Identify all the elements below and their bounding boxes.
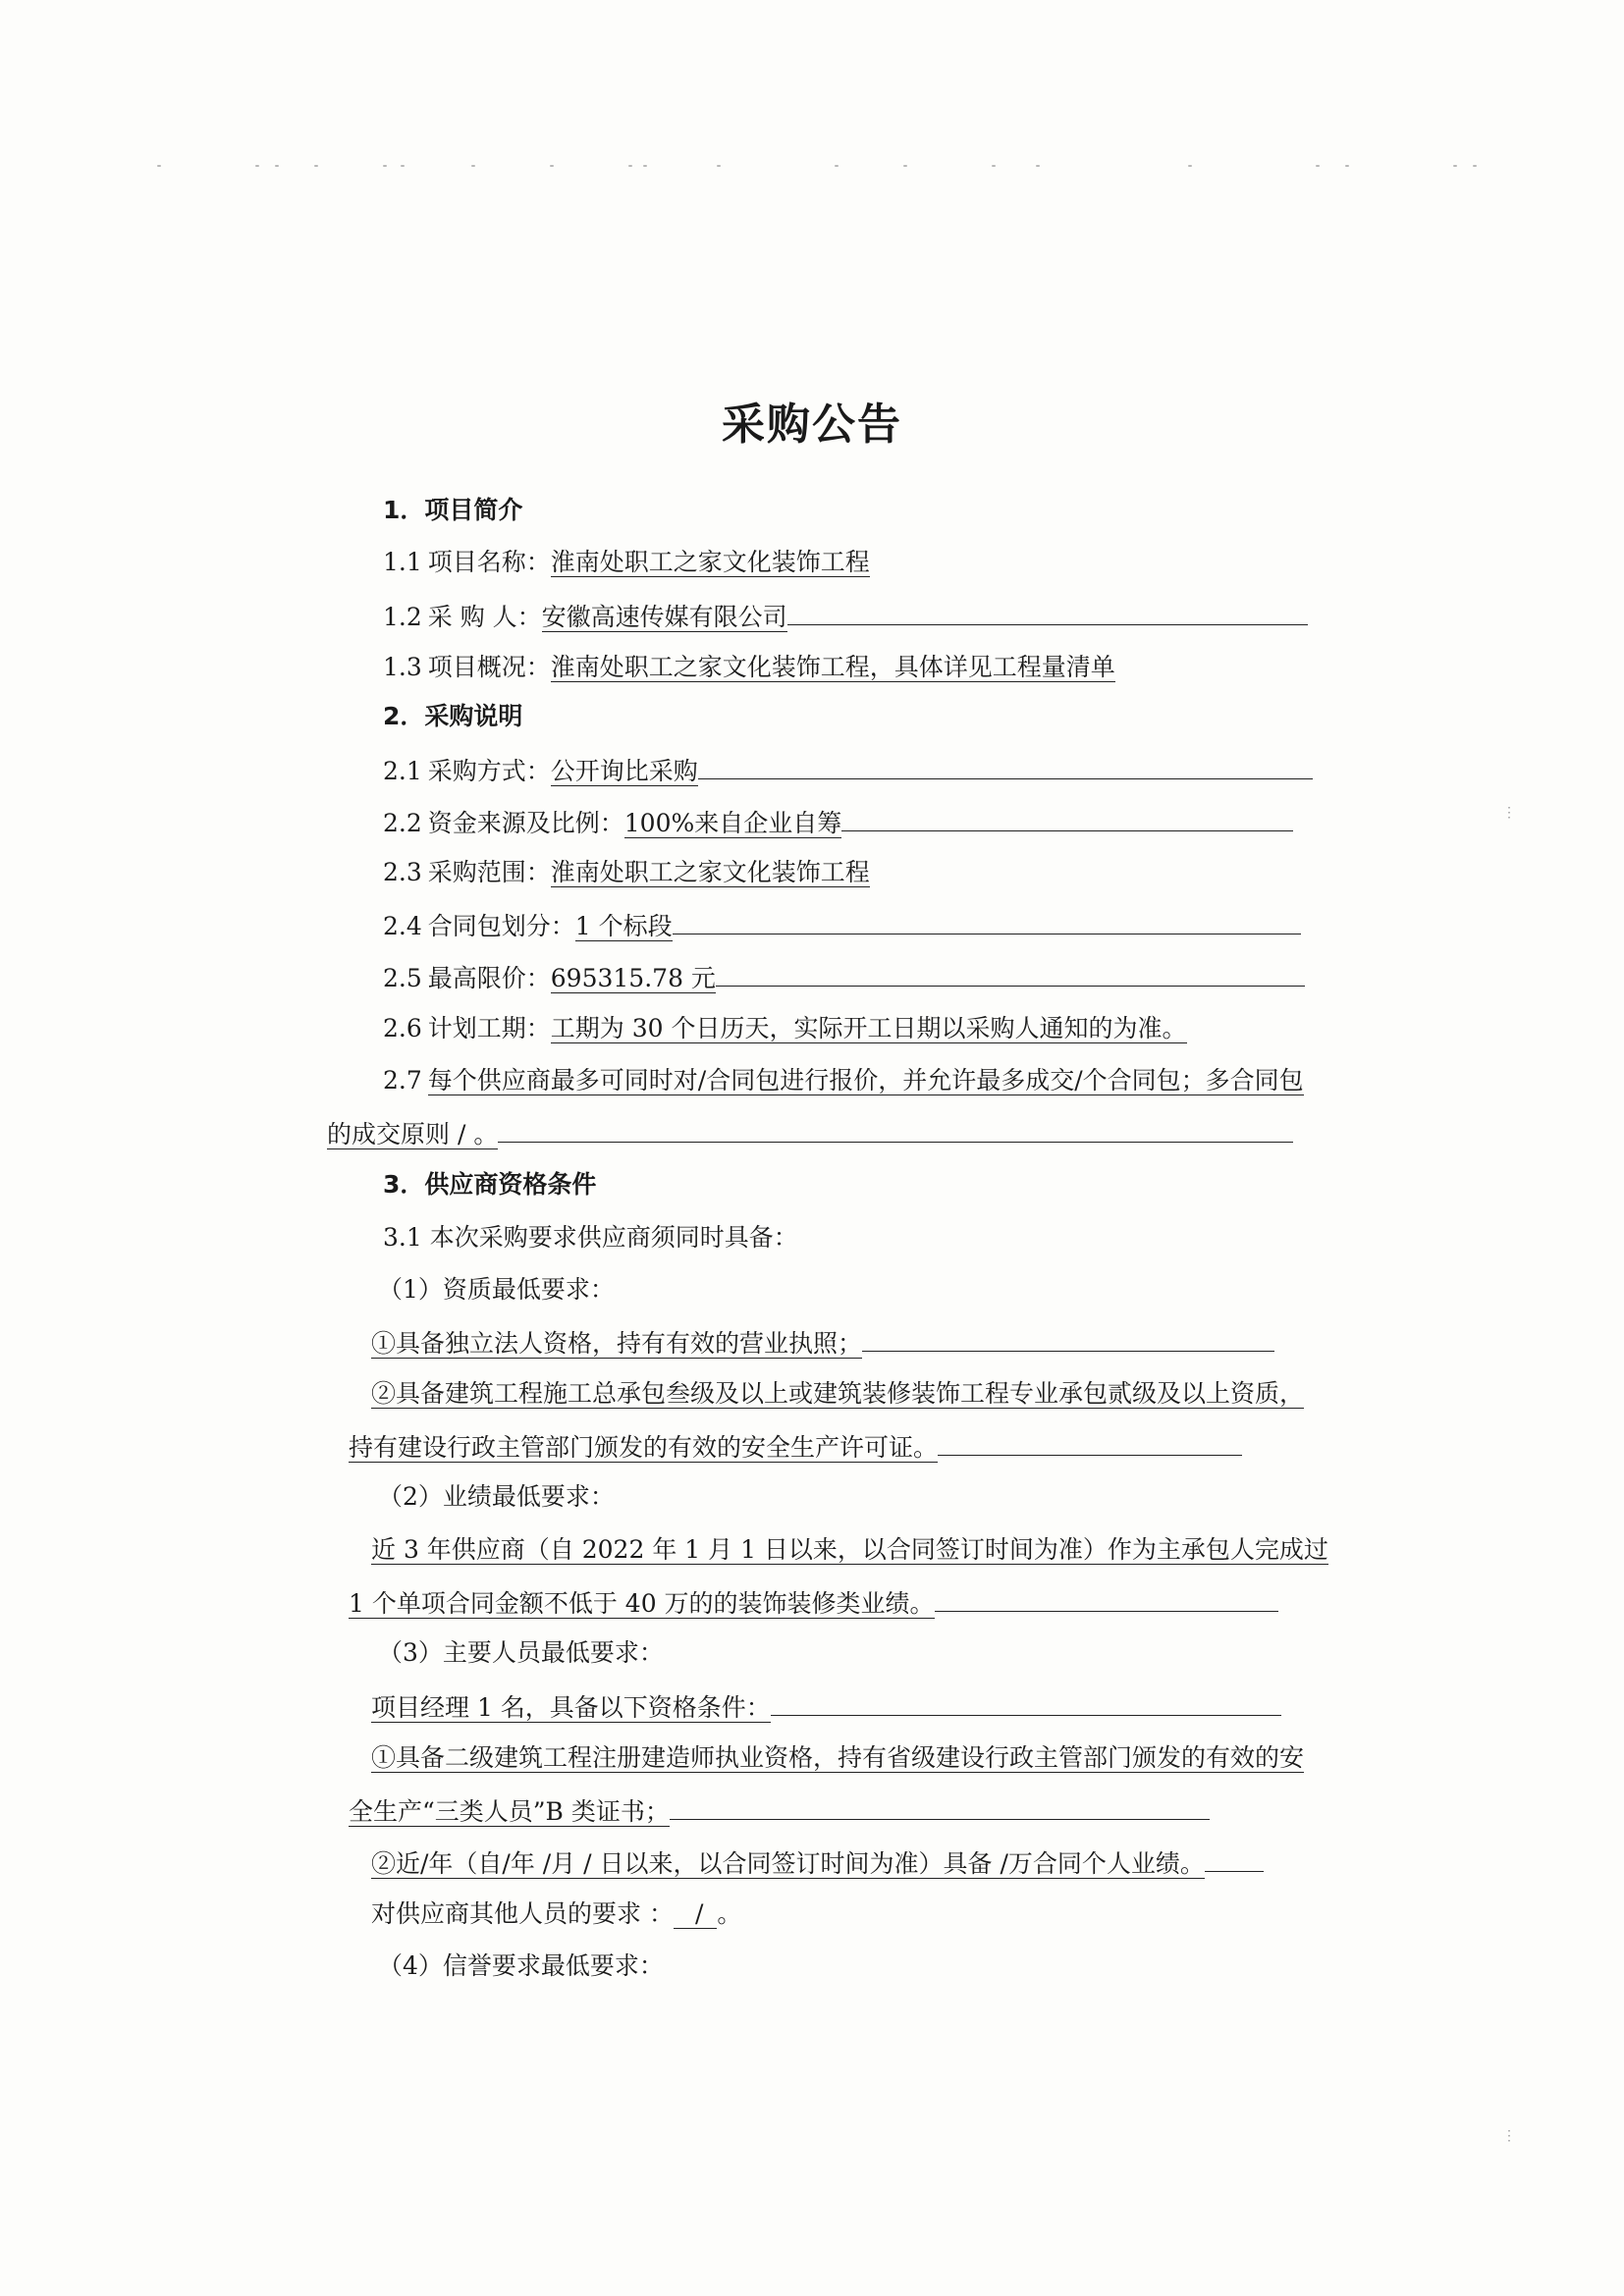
qual-3-b-line-1 bbox=[371, 1741, 1304, 1775]
item-label: 项目名称： bbox=[427, 548, 551, 576]
item-1-2 bbox=[383, 599, 1308, 634]
item-value: 淮南处职工之家文化装饰工程，具体详见工程量清单 bbox=[551, 651, 1115, 684]
qual-3-d bbox=[371, 1897, 741, 1931]
item-number: 2.6 bbox=[383, 1014, 422, 1042]
item-value: 近 3 年供应商（自 2022 年 1 月 1 日以来，以合同签订时间为准）作为主承包人完成过 bbox=[371, 1533, 1328, 1567]
qual-1-heading: （1）资质最低要求： bbox=[378, 1275, 615, 1304]
item-value: ②近/年（自/年 /月 / 日以来，以合同签订时间为准）具备 /万合同个人业绩。 bbox=[371, 1847, 1205, 1881]
item-value: 100%来自企业自筹 bbox=[624, 807, 841, 840]
underline-blank bbox=[498, 1116, 1293, 1143]
item-label: 项目概况： bbox=[427, 653, 551, 681]
qual-2-heading: （2）业绩最低要求： bbox=[378, 1482, 615, 1511]
item-value: 淮南处职工之家文化装饰工程 bbox=[551, 856, 870, 889]
underline-blank bbox=[841, 805, 1293, 831]
item-label: 最高限价： bbox=[427, 964, 551, 992]
section-1-heading: 1．项目简介 bbox=[383, 496, 523, 524]
underline-blank bbox=[935, 1585, 1278, 1612]
item-value: 1 个标段 bbox=[575, 910, 673, 943]
section-3-heading: 3．供应商资格条件 bbox=[383, 1170, 597, 1199]
item-label: 合同包划分： bbox=[427, 912, 575, 940]
item-number: 2.4 bbox=[383, 912, 422, 940]
scan-margin-mark: ⋮ bbox=[1502, 2128, 1516, 2144]
item-number: 1.1 bbox=[383, 548, 422, 576]
item-3-1: 3.1 本次采购要求供应商须同时具备： bbox=[383, 1223, 798, 1252]
item-number: 2.1 bbox=[383, 757, 422, 785]
page-title: 采购公告 bbox=[722, 400, 902, 450]
item-value: 每个供应商最多可同时对/合同包进行报价，并允许最多成交/个合同包；多合同包 bbox=[428, 1064, 1304, 1097]
qual-1-b-line-1 bbox=[371, 1377, 1304, 1411]
scan-margin-mark: ⋮ bbox=[1502, 805, 1516, 821]
item-value: 工期为 30 个日历天，实际开工日期以采购人通知的为准。 bbox=[551, 1012, 1187, 1045]
qual-3-a bbox=[371, 1689, 1281, 1725]
item-2-4 bbox=[383, 908, 1301, 943]
item-number: 1.3 bbox=[383, 653, 422, 681]
item-label: 资金来源及比例： bbox=[427, 809, 624, 837]
underline-blank bbox=[938, 1429, 1242, 1456]
underline-blank bbox=[862, 1325, 1274, 1352]
item-value: ①具备独立法人资格，持有有效的营业执照； bbox=[371, 1327, 862, 1361]
item-value: 持有建设行政主管部门颁发的有效的安全生产许可证。 bbox=[349, 1431, 938, 1465]
qual-3-b-line-2 bbox=[349, 1793, 1210, 1829]
item-label: 对供应商其他人员的要求 ： bbox=[371, 1899, 674, 1928]
item-value: 695315.78 元 bbox=[551, 962, 716, 995]
item-value: 安徽高速传媒有限公司 bbox=[542, 601, 787, 634]
item-value: ②具备建筑工程施工总承包叁级及以上或建筑装修装饰工程专业承包贰级及以上资质， bbox=[371, 1377, 1304, 1411]
item-label: 计划工期： bbox=[427, 1014, 551, 1042]
item-value: 淮南处职工之家文化装饰工程 bbox=[551, 546, 870, 579]
item-label: 采购范围： bbox=[427, 858, 551, 886]
item-2-7-line-2 bbox=[327, 1116, 1293, 1151]
item-label: 采购方式： bbox=[427, 757, 551, 785]
item-number: 2.2 bbox=[383, 809, 422, 837]
scan-speckle bbox=[147, 165, 1483, 173]
item-end: 。 bbox=[717, 1899, 742, 1928]
qual-2-line-1 bbox=[371, 1533, 1328, 1567]
qual-1-a bbox=[371, 1325, 1274, 1361]
item-value: 的成交原则 / 。 bbox=[327, 1118, 498, 1151]
item-value: 项目经理 1 名，具备以下资格条件： bbox=[371, 1691, 771, 1725]
item-2-7-line-1 bbox=[383, 1064, 1304, 1097]
underline-blank bbox=[670, 1793, 1210, 1820]
item-1-3 bbox=[383, 651, 1115, 684]
item-number: 2.3 bbox=[383, 858, 422, 886]
item-label: 采 购 人： bbox=[427, 603, 542, 631]
item-value: / bbox=[674, 1897, 717, 1931]
item-value: 全生产“三类人员”B 类证书； bbox=[349, 1795, 670, 1829]
item-2-1 bbox=[383, 753, 1313, 788]
underline-blank bbox=[716, 960, 1305, 987]
underline-blank bbox=[1205, 1845, 1264, 1872]
item-number: 2.7 bbox=[383, 1066, 422, 1095]
item-value: 1 个单项合同金额不低于 40 万的的装饰装修类业绩。 bbox=[349, 1587, 935, 1621]
item-value: ①具备二级建筑工程注册建造师执业资格，持有省级建设行政主管部门颁发的有效的安 bbox=[371, 1741, 1304, 1775]
item-2-5 bbox=[383, 960, 1305, 995]
qual-4-heading: （4）信誉要求最低要求： bbox=[378, 1951, 664, 1980]
item-2-6 bbox=[383, 1012, 1187, 1045]
item-number: 2.5 bbox=[383, 964, 422, 992]
underline-blank bbox=[673, 908, 1301, 934]
qual-3-heading: （3）主要人员最低要求： bbox=[378, 1638, 664, 1667]
underline-blank bbox=[787, 599, 1308, 625]
section-2-heading: 2．采购说明 bbox=[383, 702, 523, 730]
item-number: 1.2 bbox=[383, 603, 422, 631]
item-1-1 bbox=[383, 546, 870, 579]
qual-1-b-line-2 bbox=[349, 1429, 1242, 1465]
item-value: 公开询比采购 bbox=[551, 755, 698, 788]
underline-blank bbox=[698, 753, 1313, 779]
item-2-3 bbox=[383, 856, 870, 889]
qual-2-line-2 bbox=[349, 1585, 1278, 1621]
underline-blank bbox=[771, 1689, 1281, 1716]
item-2-2 bbox=[383, 805, 1293, 840]
qual-3-c bbox=[371, 1845, 1264, 1881]
